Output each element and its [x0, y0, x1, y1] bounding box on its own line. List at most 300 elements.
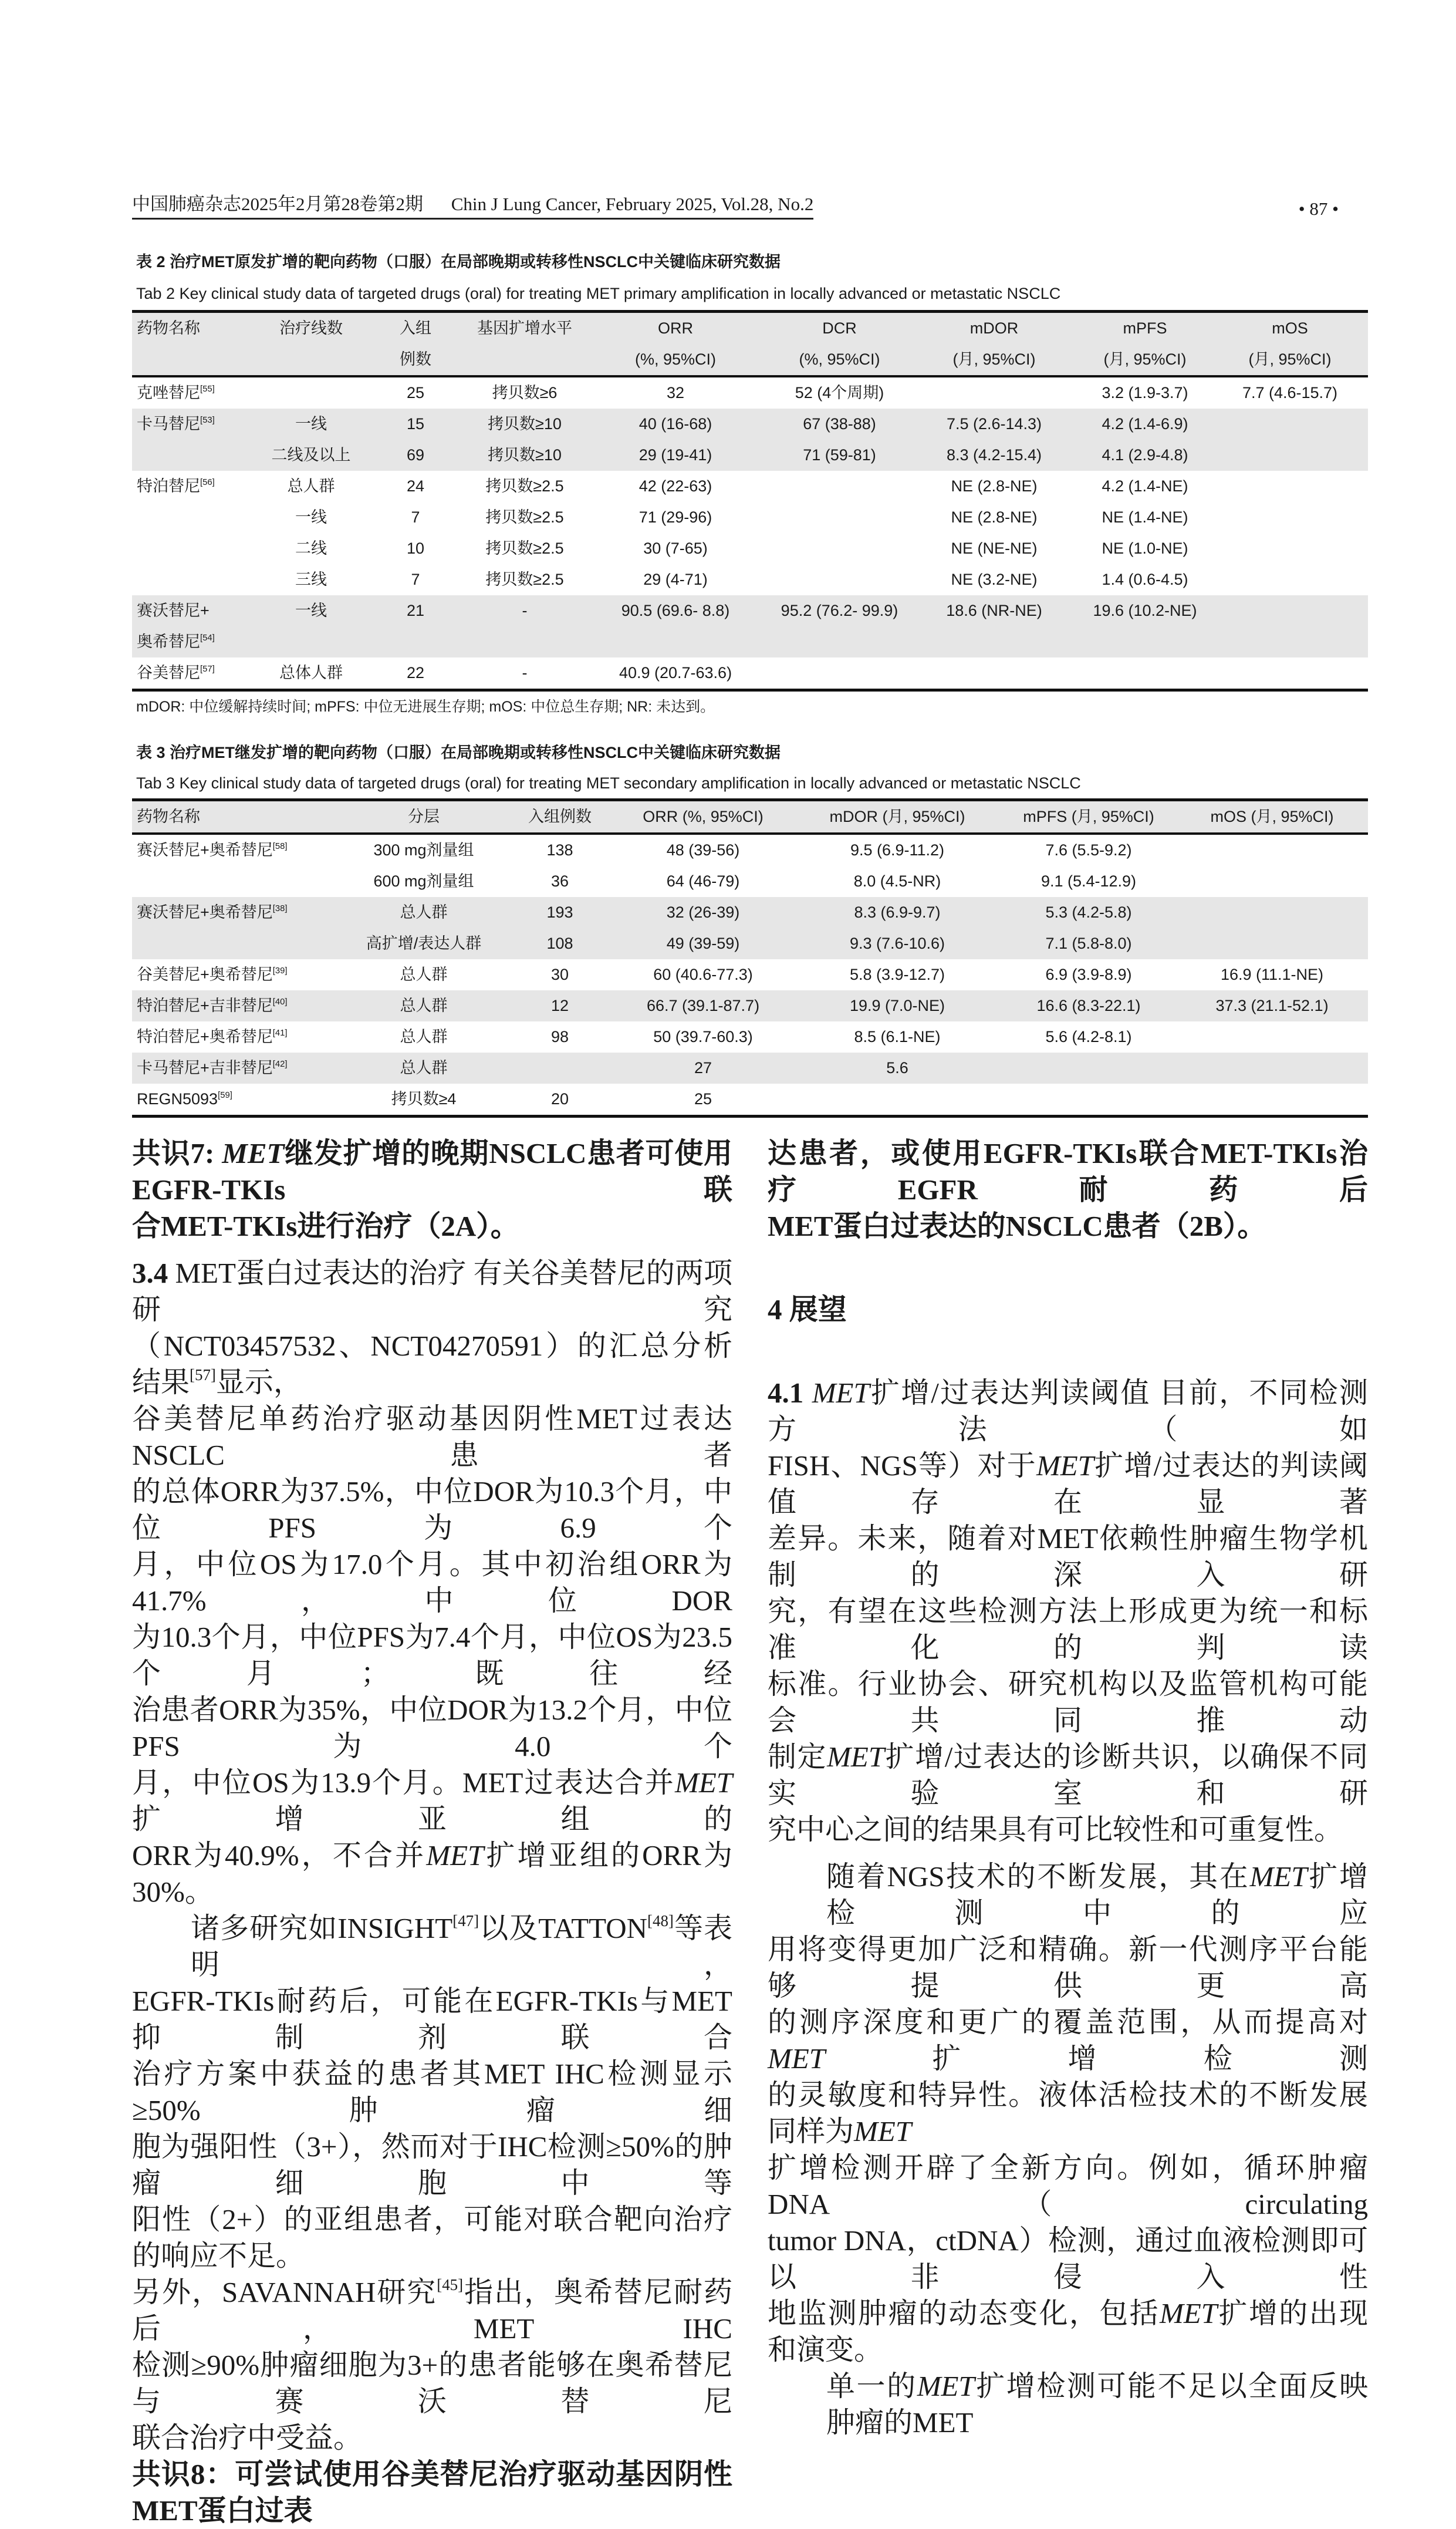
drug-name-cell	[132, 440, 258, 471]
table-cell: 三线	[295, 571, 327, 588]
text-run: MET	[1160, 2297, 1218, 2329]
text-run: 4.1	[768, 1377, 804, 1409]
text-line	[768, 2077, 1368, 2150]
table-cell: 12	[550, 997, 569, 1014]
drug-name: 卡马替尼	[137, 415, 200, 433]
text-run: MET	[1036, 1449, 1094, 1482]
text-run: 的测序深度和更广的覆盖范围，从而提高对	[768, 2006, 1368, 2038]
drug-name-cell	[132, 1084, 340, 1117]
text-line	[768, 1859, 1368, 1931]
table-cell	[1212, 502, 1368, 533]
drug-name: 特泊替尼+奥希替尼	[137, 1028, 273, 1046]
drug-name: 赛沃替尼+奥希替尼	[137, 903, 273, 921]
text-line	[768, 2368, 1368, 2441]
journal-title-zh: 中国肺癌杂志2025年2月第28卷第2期	[132, 194, 423, 214]
table-cell	[1212, 440, 1368, 471]
table-row	[132, 1084, 1368, 1117]
text-run: MET	[768, 2042, 825, 2075]
column-header: 药物名称	[132, 800, 340, 834]
text-line	[132, 1983, 732, 2056]
drug-name-cell	[132, 376, 258, 409]
text-line	[132, 1619, 732, 1692]
table-cell: 拷贝数≥4	[340, 1084, 507, 1117]
reference-citation: [59]	[218, 1090, 232, 1100]
text-run: 联合治疗中受益。	[132, 2422, 363, 2454]
text-run: FISH、NGS等）对于	[768, 1449, 1036, 1482]
text-run: 制定	[768, 1741, 827, 1773]
column-header: mDOR (月, 95%CI)	[793, 800, 1001, 834]
text-run: 指出，奥希替尼耐药后，MET IHC	[132, 2276, 732, 2345]
text-line	[132, 2347, 732, 2420]
table-cell: 总人群	[400, 997, 448, 1014]
table-row	[132, 409, 1368, 440]
text-line	[132, 1135, 732, 1208]
table-cell: 总人群	[287, 477, 335, 495]
text-run: 阳性（2+）的亚组患者，可能对联合靶向治疗的响应不足。	[132, 2203, 732, 2272]
table-cell: 总人群	[400, 966, 448, 983]
drug-name-cell	[132, 959, 340, 990]
table-cell	[769, 533, 910, 564]
column-header: mPFS (月, 95%CI)	[1078, 312, 1212, 377]
drug-name-cell	[132, 897, 340, 928]
table-cell: 7.7 (4.6-15.7)	[1242, 384, 1338, 402]
table-cell: 拷贝数≥10	[488, 415, 562, 433]
table-cell: 193	[546, 903, 573, 921]
drug-name-cell	[132, 409, 258, 440]
text-run: 标准。行业协会、研究机构以及监管机构可能会共同推动	[768, 1668, 1368, 1736]
table-cell: 138	[546, 841, 573, 859]
table-cell: NE (2.8-NE)	[951, 508, 1038, 526]
table-cell	[1001, 1053, 1176, 1084]
table-cell: 总人群	[400, 903, 448, 921]
running-header-row	[132, 189, 1368, 220]
reference-citation: [57]	[190, 1365, 216, 1384]
journal-title-en: Chin J Lung Cancer, February 2025, Vol.28, No.2	[451, 194, 814, 214]
table-row	[132, 595, 1368, 657]
text-run: 扩增/过表达的诊断共识，以确保不同实验室和研	[768, 1741, 1368, 1809]
reference-citation: [38]	[272, 903, 288, 913]
text-run: 3.4	[132, 1257, 168, 1289]
table-cell: 108	[546, 935, 573, 952]
table-row	[132, 502, 1368, 533]
table-cell: 40.9 (20.7-63.6)	[582, 657, 769, 690]
table-cell: 一线	[295, 508, 327, 526]
table-cell: 总人群	[400, 1028, 448, 1046]
text-run: 共识7:	[132, 1137, 222, 1169]
table-row	[132, 834, 1368, 866]
table-cell: 90.5 (69.6- 8.8)	[621, 602, 730, 619]
reference-citation: [42]	[272, 1059, 288, 1069]
text-run: 以及TATTON	[479, 1912, 647, 1944]
table-cell: 二线	[295, 539, 327, 557]
table-cell	[769, 657, 910, 690]
table-cell: 22	[364, 657, 467, 690]
table-cell: 5.8 (3.9-12.7)	[849, 966, 945, 983]
table-cell	[910, 376, 1078, 409]
text-run: MET	[917, 2370, 975, 2402]
table-cell	[1212, 533, 1368, 564]
table-cell	[1078, 657, 1212, 690]
column-header: 基因扩增水平	[467, 312, 582, 377]
spacer	[132, 1245, 732, 1255]
text-run: 4 展望	[768, 1293, 847, 1326]
table-cell: NE (2.8-NE)	[951, 477, 1038, 495]
text-run: 共识8：可尝试使用谷美替尼治疗驱动基因阴性MET蛋白过表	[132, 2458, 732, 2527]
table-cell: 拷贝数≥2.5	[485, 539, 564, 557]
table-cell	[910, 657, 1078, 690]
text-run: tumor DNA，ctDNA）检测，通过血液检测即可以非侵入性	[768, 2224, 1368, 2293]
reference-citation: [53]	[200, 415, 215, 425]
table-cell: 29 (4-71)	[643, 571, 708, 588]
table-cell: 300 mg剂量组	[373, 841, 474, 859]
column-header: mPFS (月, 95%CI)	[1001, 800, 1176, 834]
table-cell: 8.3 (6.9-9.7)	[854, 903, 941, 921]
table-cell: 高扩增/表达人群	[366, 935, 482, 952]
drug-name-cell	[132, 1053, 340, 1084]
table-cell	[1212, 564, 1368, 595]
table-cell	[769, 471, 910, 502]
text-line	[132, 1255, 732, 1328]
text-line	[132, 2129, 732, 2201]
text-run: MET	[812, 1377, 870, 1409]
table-cell	[1176, 897, 1368, 928]
text-run: 的总体ORR为37.5%，中位DOR为10.3个月，中位PFS为6.9个	[132, 1475, 732, 1544]
text-run: 治患者ORR为35%，中位DOR为13.2个月，中位PFS为4.0个	[132, 1694, 732, 1762]
table-cell: NE (1.4-NE)	[1102, 508, 1188, 526]
table-cell	[769, 564, 910, 595]
table-cell	[793, 1084, 1001, 1117]
table-cell: 67 (38-88)	[803, 415, 876, 433]
drug-name: REGN5093	[137, 1090, 218, 1108]
table-cell	[1176, 928, 1368, 959]
text-line	[132, 1692, 732, 1765]
table-cell: -	[522, 602, 528, 619]
text-line	[132, 1765, 732, 1837]
column-header: 治疗线数	[258, 312, 364, 377]
table-cell: NE (NE-NE)	[951, 539, 1038, 557]
text-line	[132, 1208, 732, 1245]
table-cell: 4.2 (1.4-NE)	[1102, 477, 1188, 495]
drug-name-cell	[132, 595, 258, 657]
body-column-right	[768, 1135, 1368, 2529]
reference-citation: [41]	[272, 1028, 288, 1038]
text-line	[768, 1812, 1368, 1848]
table-cell	[1001, 1084, 1176, 1117]
column-header: 入组例数	[507, 800, 613, 834]
drug-name-cell	[132, 834, 340, 866]
text-line	[132, 2056, 732, 2129]
text-run: MET蛋白过表达的治疗 有关谷美替尼的两项研究	[132, 1257, 732, 1326]
drug-name: 特泊替尼+吉非替尼	[137, 997, 273, 1014]
table-cell: 52 (4个周期)	[795, 384, 884, 402]
text-run: 扩增的出现和演变。	[768, 2297, 1368, 2366]
table-row	[132, 564, 1368, 595]
table2	[132, 310, 1368, 692]
text-run: MET	[426, 1839, 484, 1872]
column-header: mDOR (月, 95%CI)	[910, 312, 1078, 377]
drug-name: 谷美替尼+奥希替尼	[137, 966, 273, 983]
text-run: 扩增检测开辟了全新方向。例如，循环肿瘤DNA（circulating	[768, 2152, 1368, 2220]
drug-name: 特泊替尼	[137, 477, 200, 495]
table-cell: 6.9 (3.9-8.9)	[1045, 966, 1132, 983]
text-line	[768, 1292, 1368, 1328]
table-cell: 25	[406, 384, 425, 402]
page-number: • 87 •	[1298, 198, 1339, 219]
text-line	[132, 1546, 732, 1619]
table-cell: 4.1 (2.9-4.8)	[1102, 446, 1188, 464]
table-row	[132, 928, 1368, 959]
text-run: ORR为40.9%，不合并	[132, 1839, 427, 1872]
text-run: 为10.3个月，中位PFS为7.4个月，中位OS为23.5个月；既往经	[132, 1621, 732, 1690]
table-cell: 50 (39.7-60.3)	[653, 1028, 753, 1046]
text-run: 谷美替尼单药治疗驱动基因阴性MET过表达NSCLC患者	[132, 1402, 732, 1471]
text-run: MET	[675, 1766, 732, 1799]
table-cell: 32	[666, 384, 685, 402]
table-cell	[1176, 834, 1368, 866]
text-line	[132, 1328, 732, 1401]
table-cell: 1.4 (0.6-4.5)	[1102, 571, 1188, 588]
drug-name-cell	[132, 471, 258, 502]
text-run: 月，中位OS为17.0个月。其中初治组ORR为41.7%，中位DOR	[132, 1548, 732, 1617]
text-line	[768, 2150, 1368, 2223]
text-line	[768, 1375, 1368, 1448]
table-cell: 总体人群	[258, 657, 364, 690]
drug-name-cell	[132, 928, 340, 959]
drug-name: 赛沃替尼+ 奥希替尼	[137, 602, 210, 650]
table-cell: 16.6 (8.3-22.1)	[1036, 997, 1141, 1014]
table-cell: 5.6	[886, 1059, 908, 1077]
text-run: 单一的	[826, 2370, 917, 2402]
text-run: 用将变得更加广泛和精确。新一代测序平台能够提供更高	[768, 1933, 1368, 2002]
table-row	[132, 866, 1368, 897]
table-cell: 一线	[295, 415, 327, 433]
column-header: mOS (月, 95%CI)	[1212, 312, 1368, 377]
table-cell: 600 mg剂量组	[373, 872, 474, 890]
text-line	[768, 1135, 1368, 1208]
table-cell: 一线	[295, 602, 327, 619]
table-cell: 9.3 (7.6-10.6)	[849, 935, 945, 952]
table-cell	[769, 502, 910, 533]
table-cell: 3.2 (1.9-3.7)	[1102, 384, 1188, 402]
text-line	[768, 2295, 1368, 2368]
text-line	[132, 2201, 732, 2274]
text-line	[132, 1837, 732, 1910]
table-cell	[1176, 1084, 1368, 1117]
table-cell: 8.5 (6.1-NE)	[854, 1028, 941, 1046]
reference-citation: [55]	[200, 384, 215, 394]
table-cell: 20	[507, 1084, 613, 1117]
table-cell: 71 (59-81)	[803, 446, 876, 464]
text-run: 合MET-TKIs进行治疗（2A）。	[132, 1210, 519, 1242]
text-line	[132, 1910, 732, 1983]
table-cell: 7	[411, 571, 420, 588]
table-row	[132, 440, 1368, 471]
text-run: 月，中位OS为13.9个月。MET过表达合并	[132, 1766, 675, 1799]
text-run: MET	[1249, 1860, 1308, 1893]
reference-citation: [47]	[452, 1911, 479, 1930]
table-row	[132, 533, 1368, 564]
table-cell	[1212, 409, 1368, 440]
table-cell: 9.1 (5.4-12.9)	[1041, 872, 1137, 890]
drug-name-cell	[132, 502, 258, 533]
table-cell: 49 (39-59)	[666, 935, 740, 952]
drug-name-cell	[132, 990, 340, 1021]
table2-caption-en: Tab 2 Key clinical study data of targeted drugs (oral) for treating MET primary amplification in locally advanced or metastatic NSCLC	[136, 285, 1061, 302]
reference-citation: [54]	[200, 633, 215, 643]
table-row	[132, 657, 1368, 690]
text-line	[132, 1473, 732, 1546]
text-line	[768, 1448, 1368, 1520]
text-run: MET	[222, 1137, 285, 1169]
table-cell	[1212, 595, 1368, 657]
text-line	[768, 2223, 1368, 2295]
reference-citation: [45]	[437, 2275, 464, 2294]
table-cell: 37.3 (21.1-52.1)	[1215, 997, 1329, 1014]
drug-name: 克唑替尼	[137, 384, 200, 402]
table-cell	[1176, 1021, 1368, 1053]
table-cell: 24	[406, 477, 425, 495]
drug-name-cell	[132, 657, 258, 690]
page-content	[132, 189, 1368, 2529]
reference-citation: [40]	[272, 997, 288, 1007]
table-cell: 16.9 (11.1-NE)	[1220, 966, 1324, 983]
text-line	[132, 2274, 732, 2347]
text-run: 随着NGS技术的不断发展，其在	[826, 1860, 1250, 1893]
text-line	[768, 1739, 1368, 1812]
table-row	[132, 376, 1368, 409]
running-header	[132, 189, 813, 220]
table-cell: 二线及以上	[271, 446, 351, 464]
table-row	[132, 1021, 1368, 1053]
table3-caption-zh: 表 3 治疗MET继发扩增的靶向药物（口服）在局部晚期或转移性NSCLC中关键临床研究数据	[136, 744, 781, 761]
column-header: DCR (%, 95%CI)	[769, 312, 910, 377]
table-cell: NE (3.2-NE)	[951, 571, 1038, 588]
table-cell: 32 (26-39)	[666, 903, 740, 921]
table-cell: 4.2 (1.4-6.9)	[1102, 415, 1188, 433]
table-cell: 15	[406, 415, 425, 433]
table-cell	[1176, 866, 1368, 897]
text-run: 差异。未来，随着对MET依赖性肿瘤生物学机制的深入研	[768, 1522, 1368, 1591]
drug-name-cell	[132, 866, 340, 897]
reference-citation: [48]	[647, 1911, 674, 1930]
table-cell: 拷贝数≥10	[488, 446, 562, 464]
text-run: 扩增亚组的	[132, 1803, 732, 1835]
text-run	[803, 1377, 812, 1409]
text-run: 诸多研究如INSIGHT	[191, 1912, 453, 1944]
text-line	[132, 2456, 732, 2529]
table-cell: 拷贝数≥2.5	[485, 477, 564, 495]
table-cell: 30 (7-65)	[643, 539, 708, 557]
table-cell: 27	[694, 1059, 712, 1077]
table3-header-row	[132, 800, 1368, 834]
text-run: MET蛋白过表达的NSCLC患者（2B）。	[768, 1210, 1266, 1242]
text-run: 究，有望在这些检测方法上形成更为统一和标准化的判读	[768, 1595, 1368, 1664]
drug-name: 卡马替尼+吉非替尼	[137, 1059, 273, 1077]
table-cell: 拷贝数≥2.5	[485, 508, 564, 526]
drug-name-cell	[132, 1021, 340, 1053]
text-run: 另外，SAVANNAH研究	[132, 2276, 437, 2308]
table2-header-row	[132, 312, 1368, 377]
table-cell: 71 (29-96)	[639, 508, 712, 526]
text-run: 扩增/过表达判读阈值 目前，不同检测方法（如	[768, 1377, 1369, 1445]
reference-citation: [39]	[272, 966, 288, 976]
text-run: 扩增检测	[825, 2042, 1368, 2075]
table-cell: 总人群	[400, 1059, 448, 1077]
table-cell: 25	[613, 1084, 793, 1117]
table2-caption-zh: 表 2 治疗MET原发扩增的靶向药物（口服）在局部晚期或转移性NSCLC中关键临床研究数据	[136, 253, 781, 271]
spacer	[768, 1328, 1368, 1375]
column-header: mOS (月, 95%CI)	[1176, 800, 1368, 834]
table-cell: 拷贝数≥2.5	[485, 571, 564, 588]
table-cell: 48 (39-56)	[666, 841, 740, 859]
table-cell	[1212, 657, 1368, 690]
table-row	[132, 471, 1368, 502]
reference-citation: [57]	[200, 664, 215, 674]
text-run: 的灵敏度和特异性。液体活检技术的不断发展同样为	[768, 2079, 1368, 2147]
table-row	[132, 897, 1368, 928]
body-columns	[132, 1135, 1368, 2529]
text-line	[768, 1931, 1368, 2004]
text-run: MET	[827, 1741, 885, 1773]
table-cell: 拷贝数≥6	[492, 384, 558, 402]
table-cell: 8.3 (4.2-15.4)	[946, 446, 1042, 464]
text-run: 达患者，或使用EGFR-TKIs联合MET-TKIs治疗EGFR耐药后	[768, 1137, 1368, 1206]
table-cell: 69	[406, 446, 425, 464]
table-cell: -	[467, 657, 582, 690]
drug-name: 赛沃替尼+奥希替尼	[137, 841, 273, 859]
table-cell: 29 (19-41)	[639, 446, 712, 464]
table-cell	[507, 1053, 613, 1084]
text-run: （NCT03457532、NCT04270591）的汇总分析结果	[132, 1330, 732, 1398]
text-run: 扩增检测可能不足以全面反映肿瘤的MET	[826, 2370, 1368, 2439]
table-cell: 7.5 (2.6-14.3)	[946, 415, 1042, 433]
text-line	[768, 2004, 1368, 2077]
table-cell: 5.6 (4.2-8.1)	[1045, 1028, 1132, 1046]
text-line	[768, 1593, 1368, 1666]
text-run: EGFR-TKIs耐药后，可能在EGFR-TKIs与MET抑制剂联合	[132, 1985, 732, 2053]
table-cell: 7.6 (5.5-9.2)	[1045, 841, 1132, 859]
reference-citation: [58]	[272, 841, 288, 851]
text-line	[768, 1520, 1368, 1593]
table-cell: 40 (16-68)	[639, 415, 712, 433]
text-line	[768, 1666, 1368, 1739]
table-cell: 7	[411, 508, 420, 526]
spacer	[768, 1245, 1368, 1292]
table-cell: 66.7 (39.1-87.7)	[646, 997, 760, 1014]
table-cell: 5.3 (4.2-5.8)	[1045, 903, 1132, 921]
text-run: 扩增/过表达的判读阈值存在显著	[768, 1449, 1368, 1518]
table-cell: 10	[406, 539, 425, 557]
table-cell	[1176, 1053, 1368, 1084]
table-cell: 36	[550, 872, 569, 890]
body-column-left	[132, 1135, 732, 2529]
table-cell: 18.6 (NR-NE)	[946, 602, 1042, 619]
text-line	[132, 1401, 732, 1473]
column-header: ORR (%, 95%CI)	[582, 312, 769, 377]
text-run: MET	[854, 2115, 912, 2147]
table-cell: 8.0 (4.5-NR)	[853, 872, 941, 890]
table-row	[132, 1053, 1368, 1084]
column-header: ORR (%, 95%CI)	[613, 800, 793, 834]
reference-citation: [56]	[200, 477, 215, 487]
table-row	[132, 959, 1368, 990]
drug-name: 谷美替尼	[137, 664, 200, 682]
table-cell	[258, 376, 364, 409]
column-header: 入组 例数	[364, 312, 467, 377]
column-header: 药物名称	[132, 312, 258, 377]
text-run: 等表明，	[191, 1912, 732, 1981]
table-cell: 60 (40.6-77.3)	[653, 966, 753, 983]
